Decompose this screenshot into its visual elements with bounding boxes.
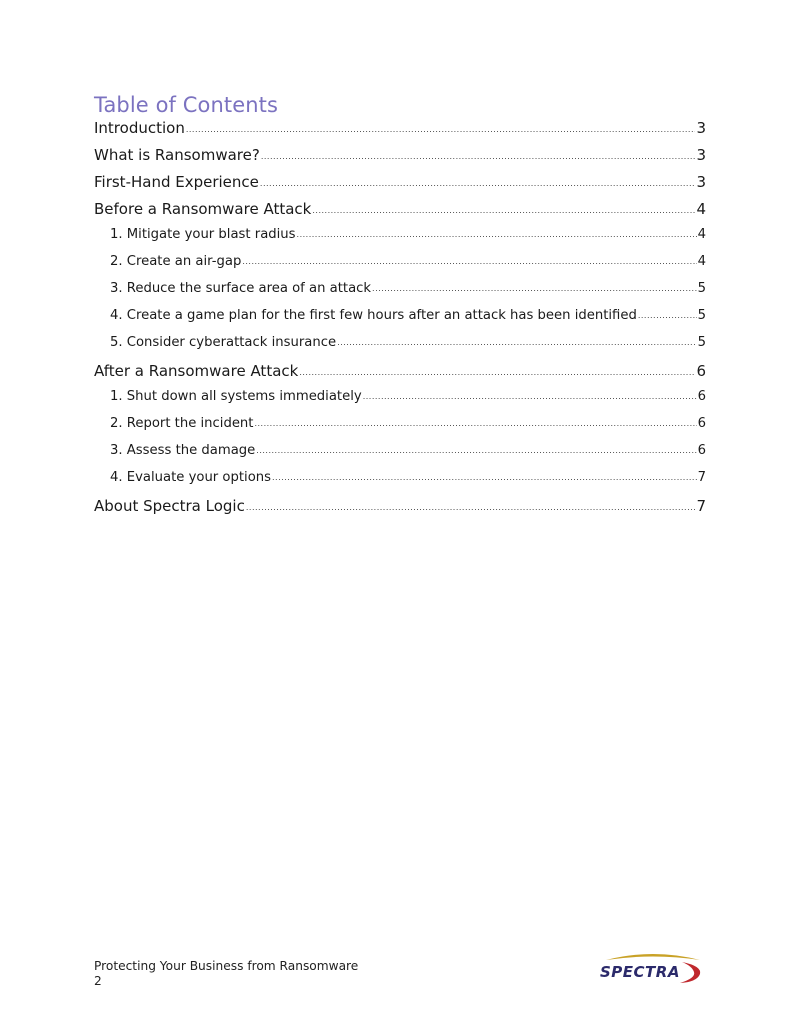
toc-page-number: 4 — [696, 200, 706, 218]
page-footer — [94, 959, 358, 989]
toc-leader — [297, 230, 697, 239]
toc-leader — [337, 338, 697, 347]
toc-entry-label: 2. Create an air-gap — [110, 254, 242, 269]
toc-leader — [254, 419, 696, 428]
toc-page-number: 5 — [697, 335, 706, 350]
toc-page-number: 4 — [697, 227, 706, 242]
toc-leader — [638, 311, 697, 320]
toc-entry-label: 3. Assess the damage — [110, 443, 256, 458]
logo-swoosh-bottom — [680, 962, 700, 983]
toc-leader — [372, 284, 697, 293]
table-of-contents — [94, 119, 706, 524]
toc-page-number: 3 — [696, 173, 706, 191]
toc-page-number: 7 — [697, 470, 706, 485]
toc-subentry-game-plan[interactable] — [94, 308, 706, 335]
toc-leader — [246, 503, 696, 512]
toc-entry-label: First-Hand Experience — [94, 173, 259, 191]
toc-page-number: 7 — [696, 497, 706, 515]
toc-leader — [261, 152, 696, 161]
toc-page-number: 5 — [697, 281, 706, 296]
toc-leader — [242, 257, 696, 266]
toc-entry-what-is-ransomware[interactable] — [94, 146, 706, 173]
toc-page-number: 6 — [696, 362, 706, 380]
toc-leader — [312, 206, 695, 215]
toc-entry-label: Before a Ransomware Attack — [94, 200, 312, 218]
toc-leader — [260, 179, 696, 188]
toc-entry-label: After a Ransomware Attack — [94, 362, 299, 380]
logo-swoosh-top — [606, 954, 700, 960]
toc-page-number: 6 — [697, 443, 706, 458]
footer-document-title: Protecting Your Business from Ransomware — [94, 959, 359, 973]
spectra-logo — [598, 950, 708, 990]
toc-subentry-assess[interactable] — [94, 443, 706, 470]
toc-subentry-report[interactable] — [94, 416, 706, 443]
toc-page-number: 6 — [697, 389, 706, 404]
toc-title: Table of Contents — [94, 93, 279, 117]
toc-leader — [186, 125, 696, 134]
toc-page-number: 6 — [697, 416, 706, 431]
toc-entry-label: 4. Evaluate your options — [110, 470, 271, 485]
toc-entry-label: About Spectra Logic — [94, 497, 245, 515]
toc-subentry-insurance[interactable] — [94, 335, 706, 362]
toc-leader — [363, 392, 697, 401]
logo-text: SPECTRA — [600, 963, 680, 981]
toc-subentry-blast-radius[interactable] — [94, 227, 706, 254]
toc-entry-label: 4. Create a game plan for the first few hours after an attack has been identified — [110, 308, 637, 323]
toc-page-number: 5 — [697, 308, 706, 323]
toc-entry-label: 1. Shut down all systems immediately — [110, 389, 362, 404]
footer-page-number: 2 — [94, 974, 102, 988]
toc-leader — [299, 368, 695, 377]
toc-leader — [256, 446, 696, 455]
toc-page-number: 4 — [697, 254, 706, 269]
toc-entry-label: 5. Consider cyberattack insurance — [110, 335, 337, 350]
toc-entry-before-attack[interactable] — [94, 200, 706, 227]
toc-subentry-surface-area[interactable] — [94, 281, 706, 308]
toc-entry-after-attack[interactable] — [94, 362, 706, 389]
toc-subentry-shut-down[interactable] — [94, 389, 706, 416]
toc-page-number: 3 — [696, 146, 706, 164]
toc-entry-label: Introduction — [94, 119, 185, 137]
toc-entry-first-hand-experience[interactable] — [94, 173, 706, 200]
toc-entry-label: 1. Mitigate your blast radius — [110, 227, 296, 242]
toc-entry-introduction[interactable] — [94, 119, 706, 146]
toc-entry-label: 2. Report the incident — [110, 416, 254, 431]
toc-page-number: 3 — [696, 119, 706, 137]
toc-subentry-evaluate[interactable] — [94, 470, 706, 497]
toc-entry-about-spectra[interactable] — [94, 497, 706, 524]
toc-entry-label: What is Ransomware? — [94, 146, 260, 164]
toc-entry-label: 3. Reduce the surface area of an attack — [110, 281, 372, 296]
toc-subentry-air-gap[interactable] — [94, 254, 706, 281]
toc-leader — [272, 473, 697, 482]
